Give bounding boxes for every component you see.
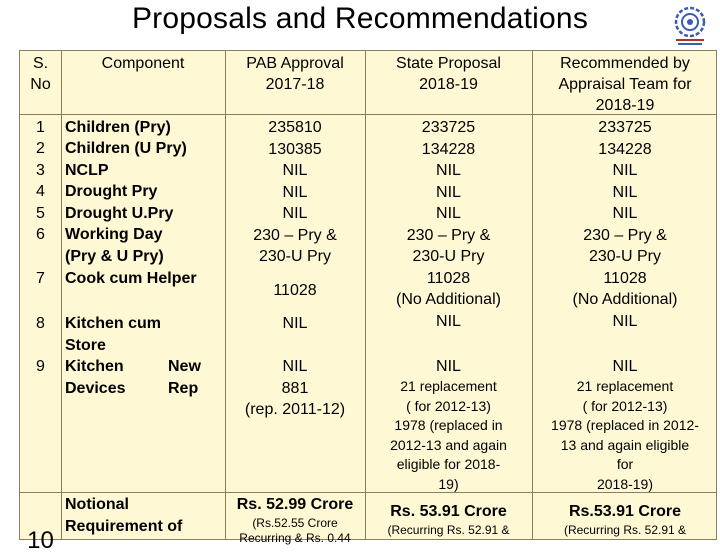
state-total: Rs. 53.91 Crore: [390, 503, 507, 520]
state-value: NIL: [436, 358, 461, 375]
pab-value: NIL 881 (rep. 2011-12): [244, 358, 346, 418]
state-value-note: 21 replacement ( for 2012-13) 1978 (replaced in 2012-13 and again eligible for 2018- 19): [390, 378, 507, 492]
serial-no: 3: [36, 162, 45, 179]
pab-values: 235810 130385 NIL NIL NIL 230 – Pry & 230-U Pry: [253, 119, 337, 265]
serial-no: 9: [36, 358, 45, 375]
component-name: Kitchen cum Store: [65, 315, 162, 354]
recommended-value-note: 21 replacement ( for 2012-13) 1978 (replaced in 2012- 13 and again eligible for 2018-19): [551, 378, 699, 492]
component-name: Cook cum Helper: [65, 270, 197, 287]
header-pab-approval: PAB Approval 2017-18: [246, 55, 344, 93]
state-total-note: (Recurring Rs. 52.91 &: [387, 523, 510, 537]
serial-no: 8: [36, 315, 45, 332]
serial-no: 6: [36, 226, 45, 243]
component-name: Children (Pry): [65, 119, 171, 136]
component-name: Working Day (Pry & U Pry): [65, 226, 164, 265]
recommended-total: Rs.53.91 Crore: [568, 503, 682, 520]
pab-total-note: (Rs.52.55 Crore Recurring & Rs. 0.44: [239, 516, 351, 545]
header-state-proposal: State Proposal 2018-19: [396, 55, 501, 93]
pab-value: NIL: [282, 315, 308, 332]
header-serial-no: S. No: [30, 55, 51, 93]
state-values: 233725 134228 NIL NIL NIL 230 – Pry & 230-U Pry 11028 (No Additional) NIL: [396, 119, 501, 330]
pab-value: 11028: [273, 282, 317, 299]
component-name: Children (U Pry): [65, 140, 187, 157]
header-component: Component: [101, 55, 185, 72]
component-subtype: New Rep: [168, 358, 201, 397]
serial-no: 1: [36, 119, 45, 136]
proposals-table: [19, 50, 717, 554]
serial-no: 4: [36, 183, 45, 200]
page-title: Proposals and Recommendations: [131, 2, 589, 35]
pab-total: Rs. 52.99 Crore: [236, 496, 354, 513]
component-name: Notional Requirement of: [65, 496, 183, 535]
component-name: Kitchen Devices: [65, 358, 126, 397]
component-name: Drought Pry: [65, 183, 158, 200]
government-emblem-icon: [668, 4, 712, 48]
component-name: NCLP: [65, 162, 109, 179]
serial-no: 5: [36, 205, 45, 222]
header-recommended: Recommended by Appraisal Team for 2018-19: [558, 55, 692, 114]
recommended-value: NIL: [612, 358, 638, 375]
recommended-total-note: (Recurring Rs. 52.91 &: [563, 523, 687, 537]
recommended-values: 233725 134228 NIL NIL NIL 230 – Pry & 230-U Pry 11028 (No Additional) NIL: [572, 119, 678, 330]
serial-no: 2: [36, 140, 45, 157]
serial-no: 10: [27, 527, 54, 554]
component-name: Drought U.Pry: [65, 205, 174, 222]
serial-no: 7: [36, 270, 45, 287]
